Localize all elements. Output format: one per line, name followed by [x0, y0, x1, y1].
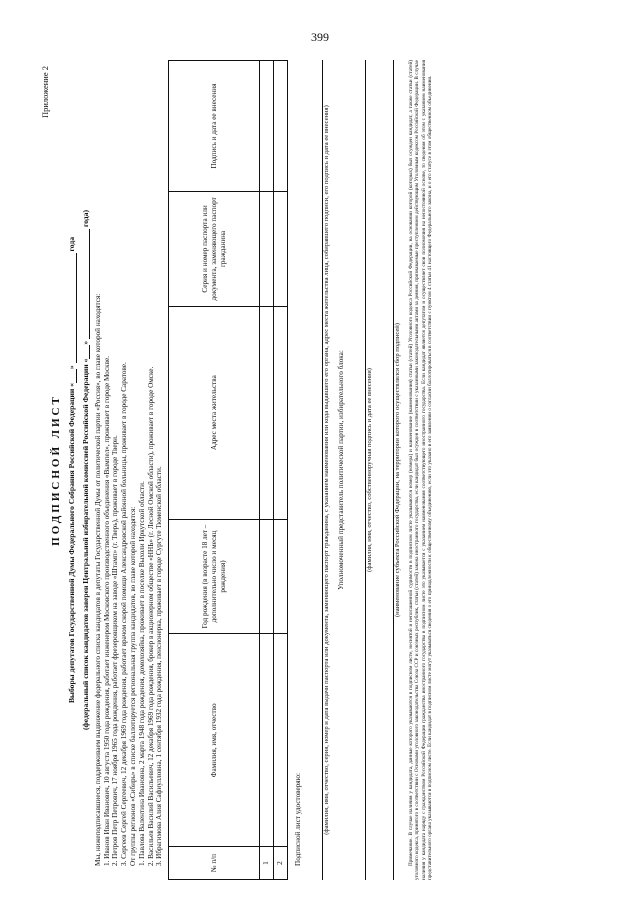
month-blank: [81, 229, 90, 339]
row-number: 2: [274, 847, 288, 880]
regional-group-intro: От группы регионов «Сибирь» в списке баллотируется региональная группа кандидатов, во главе которой находятся:: [129, 506, 138, 866]
cell-address[interactable]: [260, 306, 274, 519]
subtitle-text: Выборы депутатов Государственной Думы Федерального Собрания Российской Федерации «: [67, 383, 77, 704]
cell-full-name[interactable]: [260, 634, 274, 847]
cell-passport[interactable]: [274, 192, 288, 307]
day-blank: [68, 369, 77, 383]
table-row: [260, 61, 274, 880]
table-row: [274, 61, 288, 880]
header-full-name: Фамилия, имя, отчество: [169, 634, 260, 847]
region-blank-line[interactable]: [384, 60, 394, 880]
cell-address[interactable]: [274, 306, 288, 519]
table-header-row: [169, 61, 260, 880]
collector-blank-line[interactable]: [313, 60, 323, 880]
region-caption: (наименование субъекта Российской Федерации, на территории которого осуществлялся сбор подписей): [393, 323, 401, 618]
representative-caption: (фамилия, имя, отчество, собственноручная подпись и дата ее внесения): [365, 368, 373, 572]
header-signature: Подпись и дата ее внесения: [169, 61, 260, 192]
cell-birth-year[interactable]: [260, 519, 274, 634]
quote-close: »: [80, 340, 90, 345]
cell-passport[interactable]: [260, 192, 274, 307]
cell-full-name[interactable]: [274, 634, 288, 847]
collector-caption: (фамилия, имя, отчество, серия, номер и дата выдачи паспорта или документа, заменяющего паспорт гражданина, с указанием наименования или кода выдавшего его органа, адрес места жительства лица, собиравшего подписи, его подпись и дата ее внесения): [322, 105, 330, 835]
candidate-line: 1. Иванов Иван Иванович, 10 августа 1950 года рождения, работает инженером Московского производственного объединения «Вымпел», проживает в городе Москве.: [102, 356, 111, 866]
certified-label: Подписной лист удостоверяю:: [294, 773, 303, 866]
subtitle-text: (федеральный список кандидатов заверен Центральной избирательной комиссией Российской Федерации «: [80, 358, 90, 730]
year-word: года: [67, 236, 77, 252]
intro-paragraph: Мы, нижеподписавшиеся, поддерживаем выдвижение федерального списка кандидатов в депутаты Государственной Думы от политической партии «Россия», во главе которой находятся:: [93, 293, 102, 866]
header-number: № п/п: [169, 847, 260, 880]
day-blank: [81, 345, 90, 359]
header-address: Адрес места жительства: [169, 306, 260, 519]
month-blank: [68, 253, 77, 363]
representative-label: Уполномоченный представитель политической партии, избирательного блока:: [336, 350, 345, 590]
regional-candidate-line: 1. Павлова Валентина Ивановна, 2 марта 1948 года рождения, домохозяйка, проживает в поселке Выхоли Иркутской области.: [137, 481, 146, 866]
representative-blank-line[interactable]: [356, 60, 366, 880]
header-birth-year: Год рождения (в возрасте 18 лет – дополнительно число и месяц рождения): [169, 519, 260, 634]
cell-signature[interactable]: [260, 61, 274, 192]
appendix-label: Приложение 2: [40, 66, 50, 118]
year-word: года): [80, 210, 90, 228]
row-number: 1: [260, 847, 274, 880]
petition-sheet: [40, 60, 600, 880]
regional-candidate-line: 2. Васильев Василий Васильевич, 12 декабря 1969 года рождения, брокер в акционерном обществе «ННЬ» (г. Лесной Омской области), проживает в городе Омске.: [146, 366, 155, 866]
candidate-line: 2. Петров Петр Петрович, 17 ноября 1965 года рождения, работает фрезеровщиком на заводе «Штамп» (г. Тверь), проживает в городе Твери.: [111, 435, 120, 866]
regional-candidate-line: 3. Ибрагимова Алия Сафиулловна, 1 сентября 1932 года рождения, пенсионерка, проживает в городе Сургуте Тюменской области.: [155, 466, 164, 866]
document-title: ПОДПИСНОЙ ЛИСТ: [50, 394, 62, 546]
election-subtitle: [67, 60, 76, 880]
candidate-line: 3. Сергеев Сергей Сергеевич, 12 декабря 1969 года рождения, работает врачом скорой помощи Александровской районной больницы, проживает в городе Саратове.: [120, 362, 129, 866]
list-certified-subtitle: [81, 60, 90, 880]
cell-signature[interactable]: [274, 61, 288, 192]
quote-close: »: [67, 365, 77, 370]
cell-birth-year[interactable]: [274, 519, 288, 634]
header-passport: Серия и номер паспорта или документа, заменяющего паспорт гражданина: [169, 192, 260, 307]
page-number: 399: [311, 30, 329, 44]
footnote: Примечание. В случае наличия у кандидата, данные которого указываются в подписном листе, неснятой и непогашенной судимости в подписном листе указываются номер (номера) и наименование (наименования) статьи (статей) Уголовного кодекса Российской Федерации, на основании которой (которых) был осужден кандидат, а также статьи (статей) уголовного кодекса, принятого в соответствии с Основами уголовного законодательства Союза ССР и союзных республик, статьи (статей) закона иностранного государства, если кандидат был осужден в соответствии с указанными законодательными актами за деяния, признаваемые преступлением действующим Уголовным кодексом Российской Федерации. В случае наличия у кандидата наряду с гражданством Российской Федерации гражданства иностранного государства в подписном листе это указывается с указанием наименования соответствующего иностранного государства. Если кандидат является депутатом и осуществляет свои полномочия на непостоянной основе, то сведения об этом с указанием наименования представительного органа указываются в подписном листе. Если кандидат в подписном листе могут указываться сведения о его принадлежности к общественному объединению, если это указано в его заявлении о согласии баллотироваться в соответствии с пунктом 4 статьи 41 настоящего Федерального закона, и о его статусе в этом общественном объединении.: [407, 60, 434, 880]
signature-table: [168, 60, 288, 880]
